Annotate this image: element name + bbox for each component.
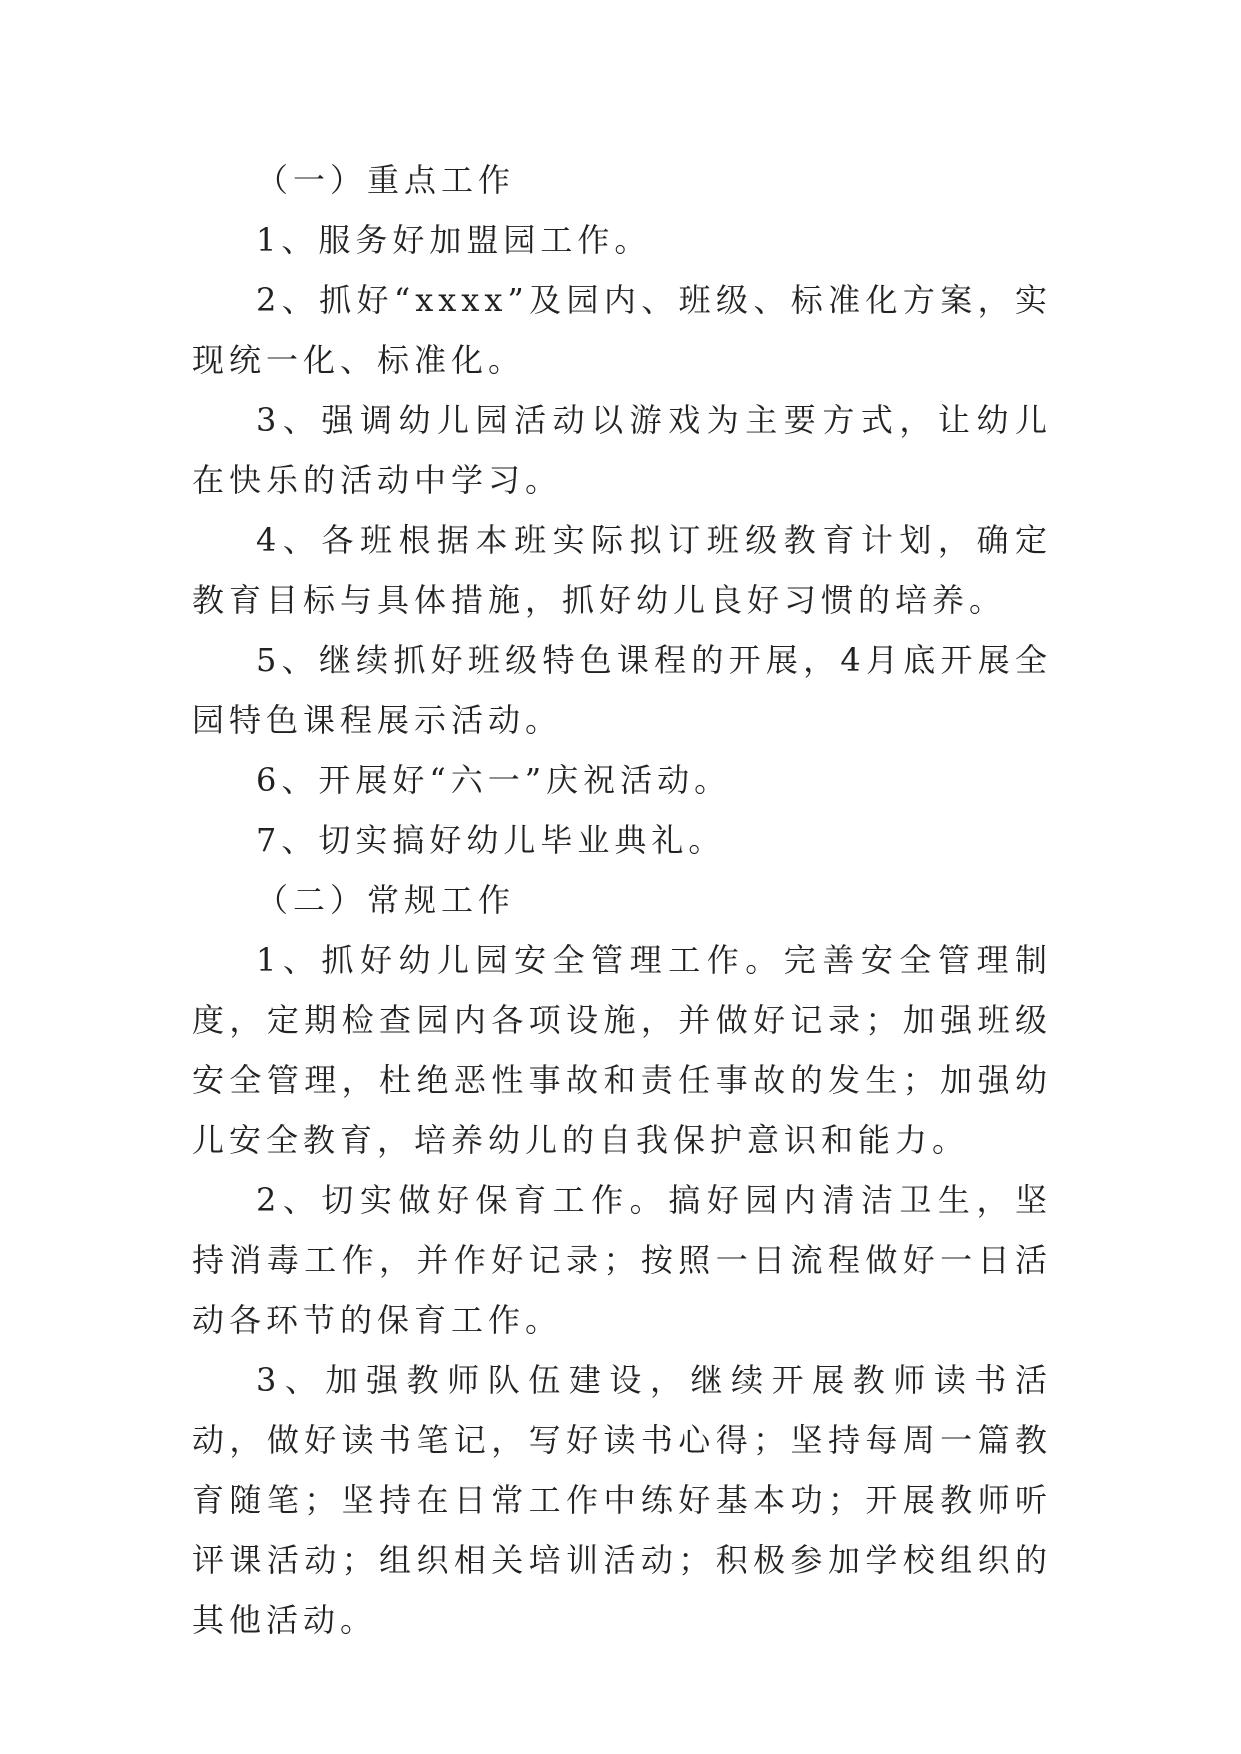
routine-work-item-3: 3、加强教师队伍建设，继续开展教师读书活动，做好读书笔记，写好读书心得；坚持每周一篇教育随笔；坚持在日常工作中练好基本功；开展教师听评课活动；组织相关培训活动；积极参加学校组织的其他活动。 <box>192 1361 1052 1639</box>
document-body <box>192 150 1052 1650</box>
key-work-item-6: 6、开展好“六一”庆祝活动。 <box>256 761 732 799</box>
key-work-item-7: 7、切实搞好幼儿毕业典礼。 <box>256 821 726 859</box>
key-work-item-4: 4、各班根据本班实际拟订班级教育计划，确定教育目标与具体措施，抓好幼儿良好习惯的培养。 <box>192 521 1052 619</box>
key-work-item-2: 2、抓好“xxxx”及园内、班级、标准化方案，实现统一化、标准化。 <box>192 281 1052 379</box>
key-work-item-5: 5、继续抓好班级特色课程的开展，4月底开展全园特色课程展示活动。 <box>192 641 1052 739</box>
key-work-item-3: 3、强调幼儿园活动以游戏为主要方式，让幼儿在快乐的活动中学习。 <box>192 401 1052 499</box>
section-heading-routine-work: （二）常规工作 <box>256 881 516 919</box>
routine-work-item-2: 2、切实做好保育工作。搞好园内清洁卫生，坚持消毒工作，并作好记录；按照一日流程做好一日活动各环节的保育工作。 <box>192 1181 1052 1339</box>
key-work-item-1: 1、服务好加盟园工作。 <box>256 221 652 259</box>
routine-work-item-1: 1、抓好幼儿园安全管理工作。完善安全管理制度，定期检查园内各项设施，并做好记录；加强班级安全管理，杜绝恶性事故和责任事故的发生；加强幼儿安全教育，培养幼儿的自我保护意识和能力。 <box>192 941 1052 1159</box>
section-heading-key-work: （一）重点工作 <box>256 161 516 199</box>
